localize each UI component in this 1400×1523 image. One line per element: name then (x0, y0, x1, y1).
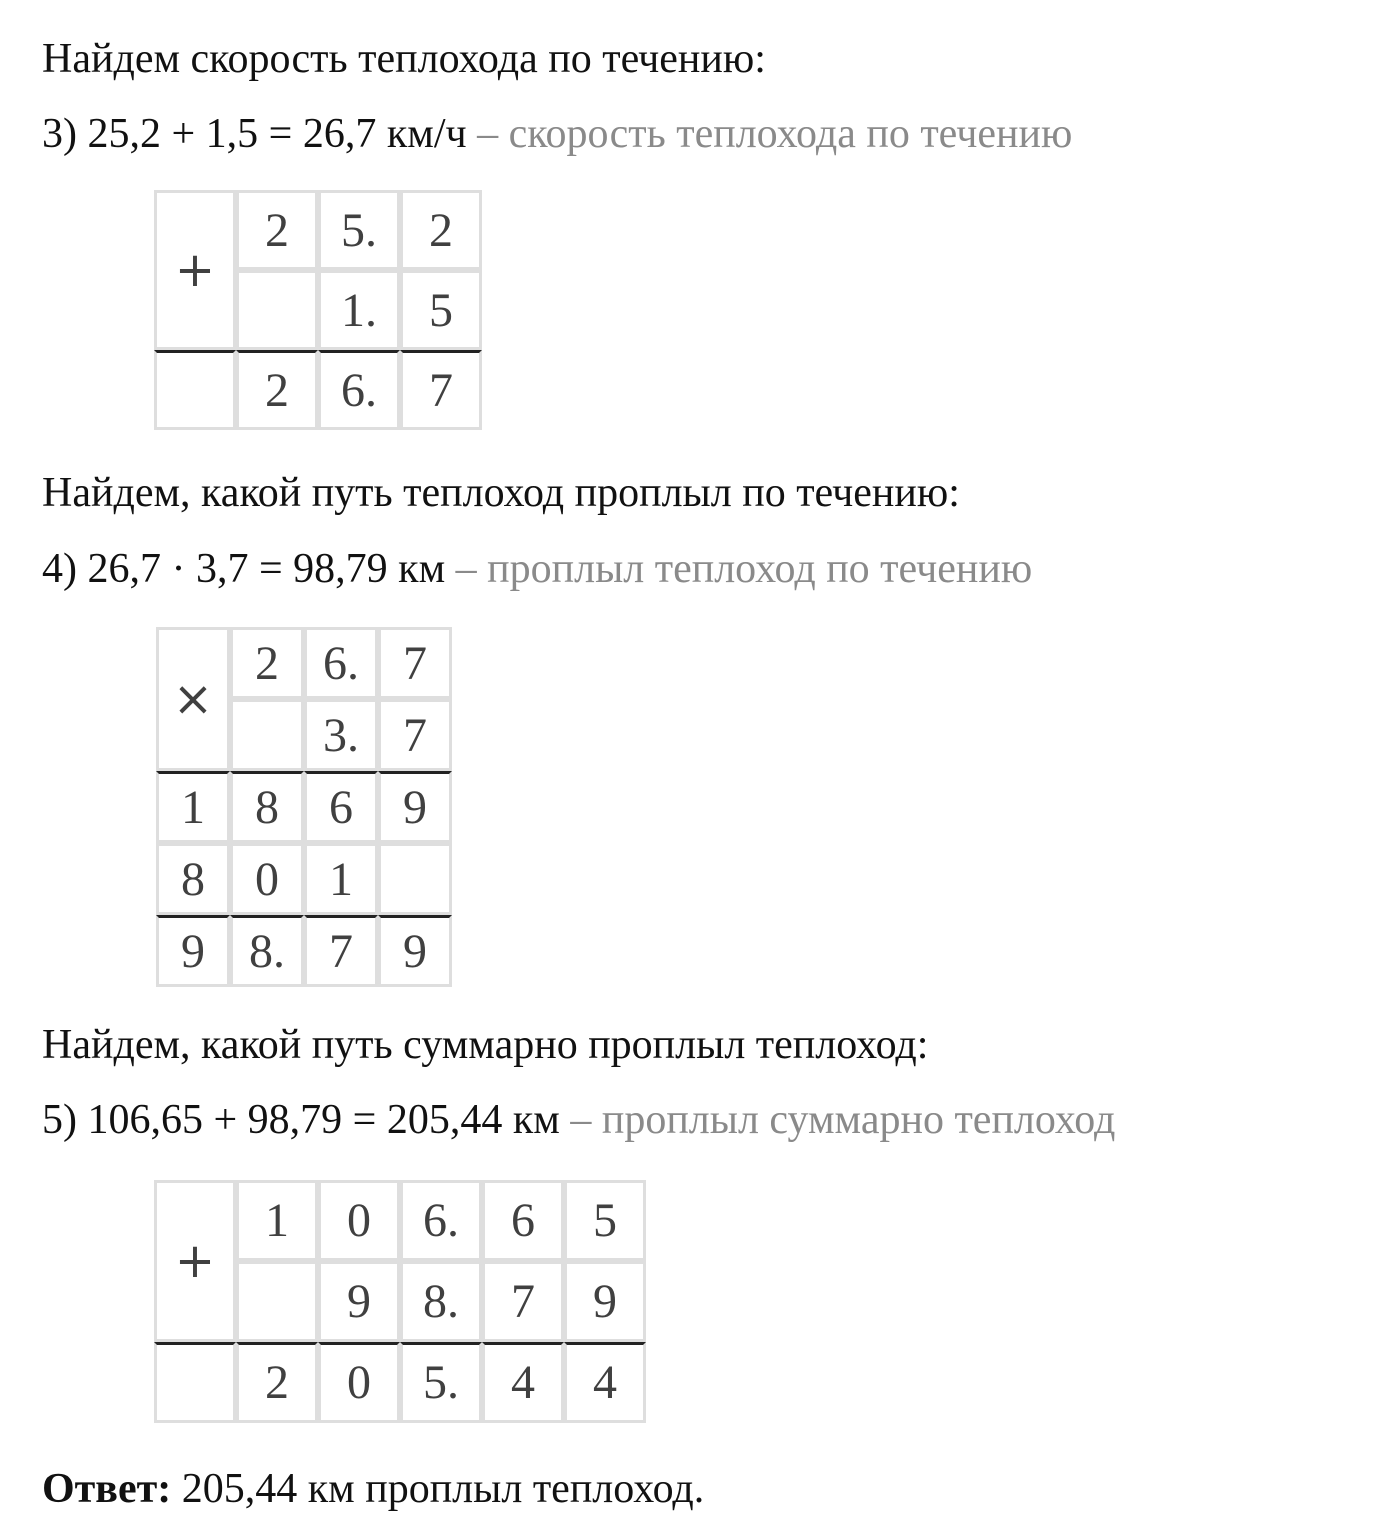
answer-label: Ответ: (42, 1466, 172, 1512)
grid-cell (154, 1342, 236, 1423)
grid-cell: 5 (564, 1180, 646, 1261)
grid-cell: 6 (304, 771, 378, 843)
step4-note: – проплыл теплоход по течению (445, 546, 1033, 592)
step3-note: – скорость теплохода по течению (466, 111, 1073, 157)
grid-cell: 9 (378, 915, 452, 987)
step4-formula-line (42, 544, 1032, 594)
plus-sign: + (154, 1180, 236, 1342)
grid-cell: 1 (156, 771, 230, 843)
step5-addition-grid (154, 1180, 646, 1423)
blank-patch (930, 800, 1156, 828)
grid-cell: 6. (318, 350, 400, 430)
step3-heading: Найдем скорость теплохода по течению: (42, 36, 766, 82)
grid-cell: 1. (318, 270, 400, 350)
step5-formula: 5) 106,65 + 98,79 = 205,44 км (42, 1097, 560, 1143)
grid-cell: 9 (378, 771, 452, 843)
times-sign: × (156, 627, 230, 771)
grid-cell: 9 (318, 1261, 400, 1342)
step5-note: – проплыл суммарно теплоход (559, 1097, 1116, 1143)
grid-cell: 2 (400, 190, 482, 270)
grid-cell: 8 (230, 771, 304, 843)
grid-cell: 8. (230, 915, 304, 987)
grid-cell (230, 699, 304, 771)
grid-cell: 0 (318, 1342, 400, 1423)
step5-formula-line (42, 1095, 1115, 1145)
grid-cell: 7 (400, 350, 482, 430)
step3-formula: 3) 25,2 + 1,5 = 26,7 км/ч (42, 111, 467, 157)
grid-cell: 2 (236, 190, 318, 270)
grid-cell: 1 (236, 1180, 318, 1261)
grid-cell: 1 (304, 843, 378, 915)
answer-text: 205,44 км проплыл теплоход. (171, 1466, 705, 1512)
step3-formula-line (42, 109, 1072, 159)
grid-cell: 8 (156, 843, 230, 915)
step4-multiplication-grid (156, 627, 452, 987)
grid-cell: 5 (400, 270, 482, 350)
grid-cell: 7 (304, 915, 378, 987)
grid-cell: 7 (378, 699, 452, 771)
grid-cell: 2 (236, 350, 318, 430)
grid-cell (154, 350, 236, 430)
grid-cell: 6. (304, 627, 378, 699)
grid-cell: 0 (230, 843, 304, 915)
grid-cell: 8. (400, 1261, 482, 1342)
grid-cell: 6 (482, 1180, 564, 1261)
grid-cell: 0 (318, 1180, 400, 1261)
step5-heading: Найдем, какой путь суммарно проплыл теплоход: (42, 1022, 929, 1068)
grid-cell: 5. (318, 190, 400, 270)
step3-addition-grid (154, 190, 482, 430)
step4-heading: Найдем, какой путь теплоход проплыл по течению: (42, 470, 960, 516)
answer-line (42, 1464, 704, 1514)
grid-cell (236, 270, 318, 350)
plus-sign: + (154, 190, 236, 350)
grid-cell: 9 (156, 915, 230, 987)
grid-cell: 9 (564, 1261, 646, 1342)
grid-cell: 4 (482, 1342, 564, 1423)
grid-cell: 3. (304, 699, 378, 771)
grid-cell: 2 (230, 627, 304, 699)
grid-cell: 7 (378, 627, 452, 699)
step4-formula: 4) 26,7 · 3,7 = 98,79 км (42, 546, 446, 592)
grid-cell: 7 (482, 1261, 564, 1342)
grid-cell: 6. (400, 1180, 482, 1261)
grid-cell: 4 (564, 1342, 646, 1423)
grid-cell (378, 843, 452, 915)
grid-cell (236, 1261, 318, 1342)
grid-cell: 5. (400, 1342, 482, 1423)
grid-cell: 2 (236, 1342, 318, 1423)
